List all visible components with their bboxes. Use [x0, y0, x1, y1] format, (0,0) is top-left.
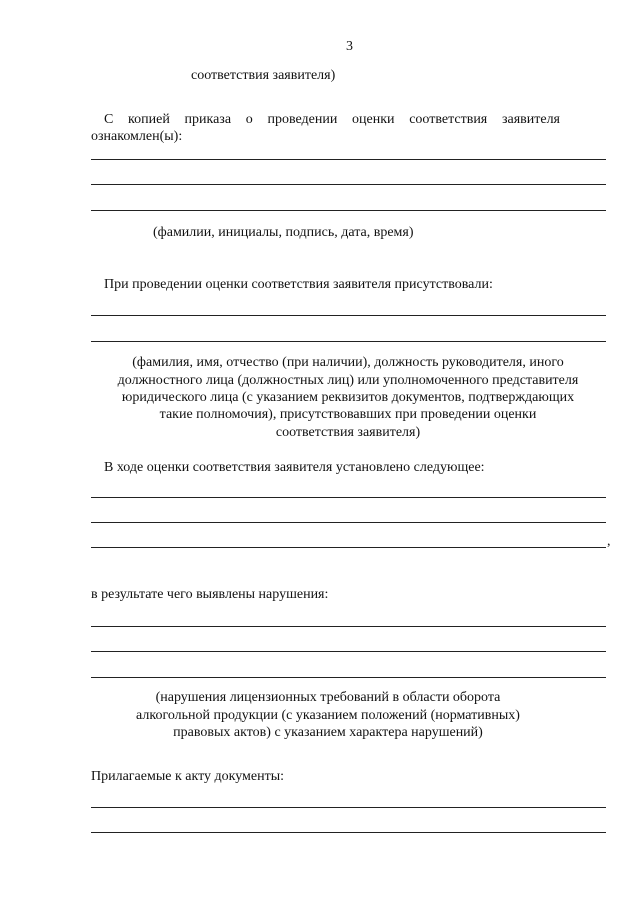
fill-line: [91, 547, 606, 548]
attached-heading: Прилагаемые к акту документы:: [91, 769, 285, 784]
fill-line: [91, 210, 606, 211]
caption-violations-line-1: (нарушения лицензионных требований в области оборота: [155, 690, 501, 705]
fill-line: [91, 832, 606, 833]
fill-line: [91, 341, 606, 342]
fill-line: [91, 522, 606, 523]
fill-line: [91, 677, 606, 678]
copy-order-text-line-2: ознакомлен(ы):: [91, 129, 183, 144]
fill-line: [91, 651, 606, 652]
fill-line: [91, 184, 606, 185]
fill-line: [91, 626, 606, 627]
copy-order-text-line-1: С копией приказа о проведении оценки соответствия заявителя: [104, 112, 560, 127]
established-heading: В ходе оценки соответствия заявителя установлено следующее:: [104, 460, 485, 475]
caption-violations-line-2: алкогольной продукции (с указанием положений (нормативных): [136, 708, 520, 723]
caption-signatures: (фамилии, инициалы, подпись, дата, время): [153, 225, 414, 240]
fill-line: [91, 497, 606, 498]
caption-violations-line-3: правовых актов) с указанием характера нарушений): [173, 725, 483, 740]
fill-line: [91, 315, 606, 316]
caption-present-line-3: юридического лица (с указанием реквизитов документов, подтверждающих: [121, 390, 575, 405]
fill-line: [91, 807, 606, 808]
caption-present-line-2: должностного лица (должностных лиц) или уполномоченного представителя: [117, 373, 579, 388]
violations-heading: в результате чего выявлены нарушения:: [91, 587, 329, 602]
page-number: 3: [346, 39, 353, 54]
comma-mark: ,: [607, 534, 611, 549]
caption-present-line-1: (фамилия, имя, отчество (при наличии), должность руководителя, иного: [132, 355, 564, 370]
present-heading: При проведении оценки соответствия заявителя присутствовали:: [104, 277, 493, 292]
caption-present-line-5: соответствия заявителя): [275, 425, 421, 440]
caption-present-line-4: такие полномочия), присутствовавших при проведении оценки: [159, 407, 537, 422]
fill-line: [91, 159, 606, 160]
previous-caption-tail: соответствия заявителя): [191, 68, 336, 83]
